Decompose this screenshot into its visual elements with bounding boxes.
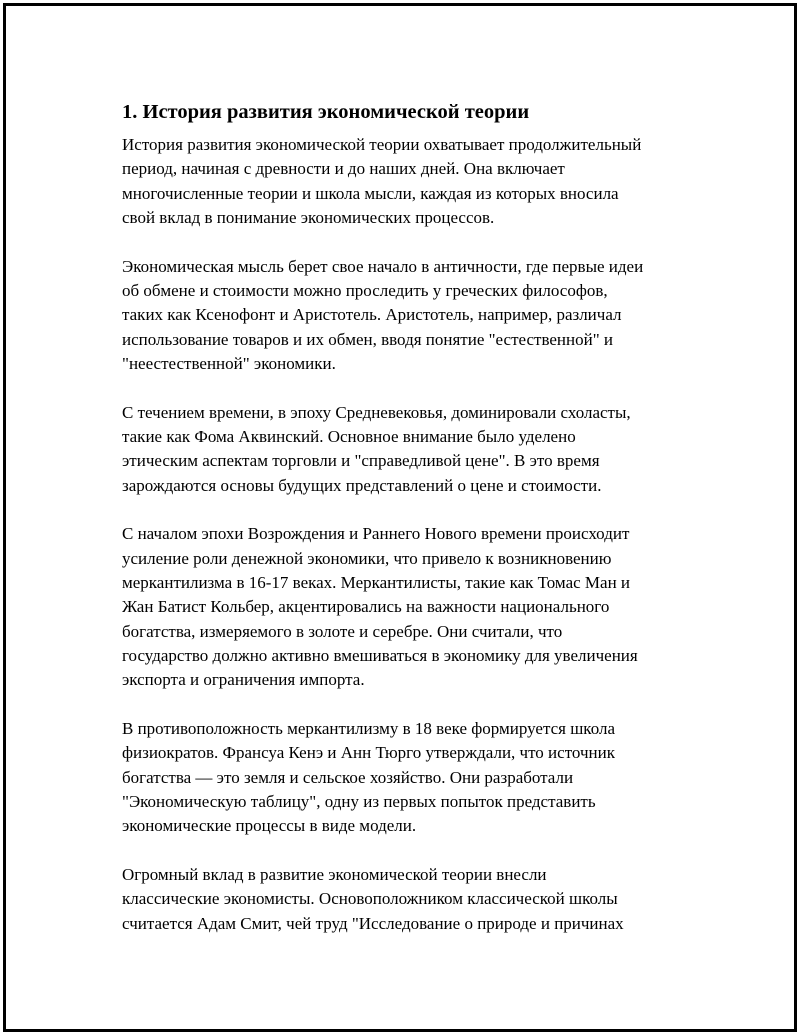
text-line: усиление роли денежной экономики, что привело к возникновению (122, 548, 612, 568)
page-frame (3, 3, 797, 1032)
text-line: богатства, измеряемого в золоте и серебре. Они считали, что (122, 621, 563, 641)
paragraphs-container (122, 133, 702, 936)
text-line: считается Адам Смит, чей труд "Исследование о природе и причинах (122, 913, 624, 933)
paragraph (122, 522, 702, 692)
text-line: период, начиная с древности и до наших дней. Она включает (122, 159, 565, 179)
section-heading: 1. История развития экономической теории (122, 101, 530, 123)
text-line: В противоположность меркантилизму в 18 веке формируется школа (122, 718, 615, 738)
text-line: "неестественной" экономики. (122, 353, 336, 373)
text-line: Жан Батист Кольбер, акцентировались на важности национального (122, 597, 610, 617)
text-line: Огромный вклад в развитие экономической теории внесли (122, 864, 547, 884)
text-line: богатства — это земля и сельское хозяйство. Они разработали (122, 767, 574, 787)
paragraph (122, 255, 702, 376)
text-line: меркантилизма в 16-17 веках. Меркантилисты, такие как Томас Ман и (122, 572, 631, 592)
text-line: экспорта и ограничения импорта. (122, 670, 365, 690)
text-line: "Экономическую таблицу", одну из первых попыток представить (122, 791, 596, 811)
text-line: История развития экономической теории охватывает продолжительный (122, 135, 642, 154)
text-line: экономические процессы в виде модели. (122, 816, 417, 836)
text-line: этическим аспектам торговли и "справедливой цене". В это время (122, 451, 600, 471)
document-body (122, 99, 702, 960)
paragraph (122, 863, 702, 936)
text-line: такие как Фома Аквинский. Основное внимание было уделено (122, 426, 576, 446)
text-line: классические экономисты. Основоположником классической школы (122, 889, 618, 909)
text-line: таких как Ксенофонт и Аристотель. Аристотель, например, различал (122, 305, 622, 325)
text-line: С началом эпохи Возрождения и Раннего Нового времени происходит (122, 524, 630, 544)
paragraph (122, 717, 702, 838)
text-line: зарождаются основы будущих представлений о цене и стоимости. (122, 475, 602, 495)
text-line: свой вклад в понимание экономических процессов. (122, 207, 495, 227)
paragraph (122, 133, 702, 230)
text-line: об обмене и стоимости можно проследить у греческих философов, (122, 280, 608, 300)
paragraph (122, 401, 702, 498)
text-line: Экономическая мысль берет свое начало в античности, где первые идеи (122, 256, 644, 276)
text-line: С течением времени, в эпоху Средневековья, доминировали схоласты, (122, 402, 631, 422)
text-line: использование товаров и их обмен, вводя понятие "естественной" и (122, 329, 613, 349)
text-line: государство должно активно вмешиваться в экономику для увеличения (122, 645, 638, 665)
text-line: многочисленные теории и школа мысли, каждая из которых вносила (122, 183, 619, 203)
text-line: физиократов. Франсуа Кенэ и Анн Тюрго утверждали, что источник (122, 743, 615, 763)
